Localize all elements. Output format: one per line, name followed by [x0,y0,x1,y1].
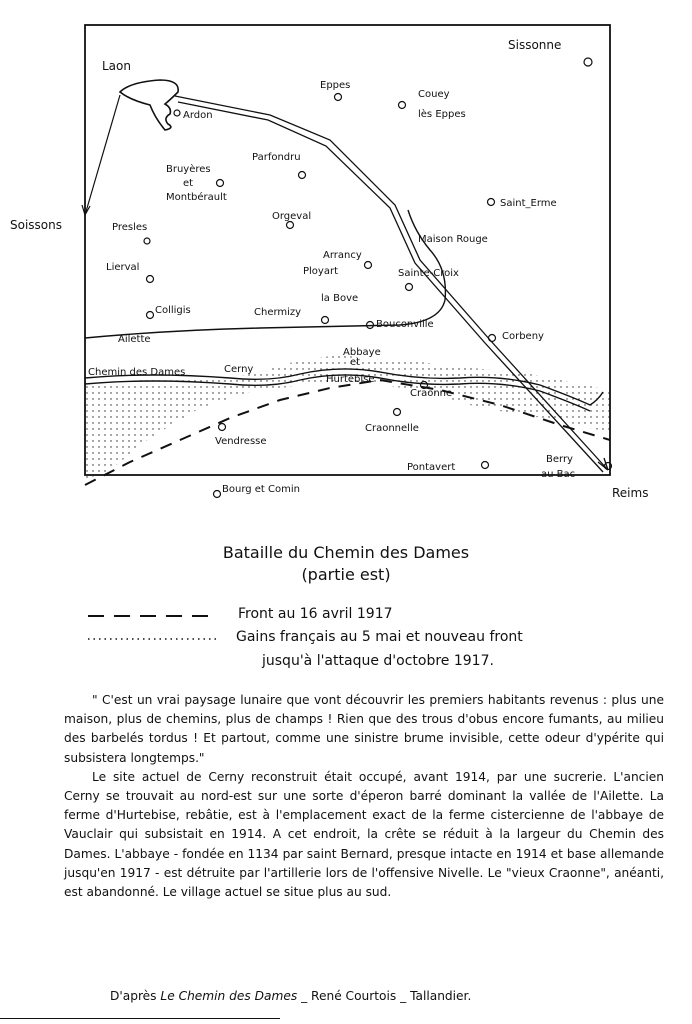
label-bourg-et-comin: Bourg et Comin [222,484,300,495]
caption-subtitle: (partie est) [301,565,391,584]
label-vendresse: Vendresse [215,436,267,447]
town-bruyeres [217,180,224,187]
source-title: Le Chemin des Dames [160,989,298,1003]
label-les-eppes: lès Eppes [418,109,466,120]
town-lierval [147,276,154,283]
label-craonnelle: Craonnelle [365,423,419,434]
label-lierval: Lierval [106,262,140,273]
legend-dotted-symbol [88,634,218,644]
label-reims: Reims [612,486,649,500]
history-paragraph: Le site actuel de Cerny reconstruit était occupé, avant 1914, par une sucrerie. L'ancien Cerny se trouvait au nord-est sur une sorte d'éperon barré dominant la vallée de l'Ailette. La ferme d'Hurtebise, rebâtie, est à l'emplacement exact de la ferme cistercienne de l'abbaye de Vauclair qui subsistait en 1914. A cet endroit, la crête se réduit à la largeur du Chemin des Dames. L'abbaye - fondée en 1134 par saint Bernard, presque intacte en 1914 et base allemande jusqu'en 1917 - est détruite par l'artillerie lors de l'offensive Nivelle. Le "vieux Craonne", anéanti, est abandonné. Le village actuel se situe plus au sud. [64,769,664,900]
body-text [64,691,664,902]
town-orgeval [287,222,294,229]
label-corbeny: Corbeny [502,331,544,342]
label-chemin-des-dames: Chemin des Dames [88,367,186,378]
legend-gains-line2: jusqu'à l'attaque d'octobre 1917. [262,653,494,669]
label-ailette: Ailette [118,334,151,345]
label-berry-1: Berry [546,454,573,465]
label-eppes: Eppes [320,80,351,91]
town-craonnelle [394,409,401,416]
label-saint-erme: Saint_Erme [500,198,557,209]
town-presles [144,238,150,244]
label-bruyeres-3: Montbérault [166,192,227,203]
label-parfondru: Parfondru [252,152,301,163]
label-ployart: Ployart [303,266,339,277]
label-bruyeres-1: Bruyères [166,164,211,175]
town-parfondru [299,172,306,179]
town-ployart [365,262,372,269]
legend-dashed-symbol [88,611,218,621]
label-hurtebise: Hurtebise [326,374,375,385]
town-corbeny [489,335,496,342]
label-pontavert: Pontavert [407,462,456,473]
source-prefix: D'après [110,989,157,1003]
label-soissons: Soissons [10,218,62,232]
label-abbaye-1: Abbaye [343,347,381,358]
town-eppes [335,94,342,101]
legend-gains-line1: Gains français au 5 mai et nouveau front [236,629,523,645]
label-bruyeres-2: et [183,178,194,189]
label-presles: Presles [112,222,148,233]
source-line [110,989,471,1003]
label-sissonne: Sissonne [508,38,562,52]
label-abbaye-2: et [350,357,361,368]
label-colligis: Colligis [155,305,191,316]
source-author: _ René Courtois _ Tallandier. [301,989,472,1003]
caption-title: Bataille du Chemin des Dames [222,543,470,562]
quote-paragraph: " C'est un vrai paysage lunaire que vont découvrir les premiers habitants revenus : plus une maison, plus de chemins, plus de champs ! Rien que des trous d'obus encore fumants, au milieu des barbelés tordus ! Et partout, comme une sinistre brume invisible, cette odeur d'ypérite qui subsistera longtemps." [64,693,664,765]
label-couey: Couey [418,89,450,100]
laon-hill [120,80,178,130]
town-ardon [174,110,180,116]
label-orgeval: Orgeval [272,211,312,222]
town-couey [399,102,406,109]
label-berry-2: au Bac [541,469,576,480]
label-arrancy: Arrancy [323,250,362,261]
road-laon-soissons [85,95,120,215]
map-caption [0,542,692,586]
label-maison-rouge: Maison Rouge [418,234,488,245]
label-laon: Laon [102,59,131,73]
label-chermizy: Chermizy [254,307,302,318]
label-ardon: Ardon [183,110,213,121]
label-cerny: Cerny [224,364,254,375]
bottom-rule [0,1018,280,1019]
legend-front: Front au 16 avril 1917 [238,606,393,622]
town-saint-erme [488,199,495,206]
town-sainte-croix [406,284,413,291]
label-sainte-croix: Sainte-Croix [398,268,459,279]
label-bouconville: Bouconville [376,319,434,330]
label-craonne: Craonne [410,388,453,399]
town-pontavert [482,462,489,469]
town-colligis [147,312,154,319]
town-bourg [214,491,221,498]
label-la-bove: la Bove [321,293,359,304]
town-chermizy [322,317,329,324]
town-vendresse [219,424,226,431]
town-sissonne [584,58,592,66]
